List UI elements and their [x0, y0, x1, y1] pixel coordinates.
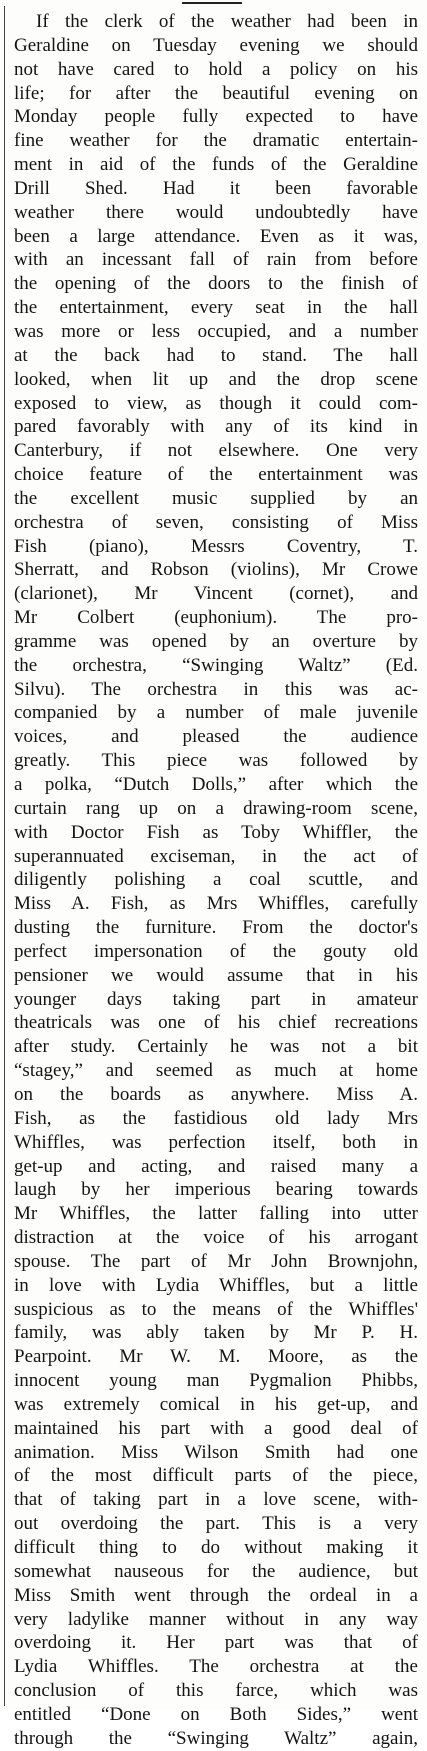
article-line: of the most difficult parts of the piece,: [14, 1465, 418, 1487]
article-text-column: [14, 10, 418, 1751]
article-line: life; for after the beautiful evening on: [14, 82, 418, 104]
article-line: curtain rang up on a drawing-room scene,: [14, 797, 418, 819]
article-line: looked, when lit up and the drop scene: [14, 368, 418, 390]
column-header-rule: [182, 2, 242, 4]
article-line: with Doctor Fish as Toby Whiffler, the: [14, 821, 418, 843]
article-line: Geraldine on Tuesday evening we should: [14, 34, 418, 56]
article-line: overdoing it. Her part was that of: [14, 1632, 418, 1654]
article-line: the excellent music supplied by an: [14, 487, 418, 509]
article-line: very ladylike manner without in any way: [14, 1608, 418, 1630]
article-line: superannuated exciseman, in the act of: [14, 845, 418, 867]
article-line: orchestra of seven, consisting of Miss: [14, 511, 418, 533]
article-line: dusting the furniture. From the doctor's: [14, 917, 418, 939]
article-line: laugh by her imperious bearing towards: [14, 1179, 418, 1201]
article-line: “stagey,” and seemed as much at home: [14, 1060, 418, 1082]
article-line: younger days taking part in amateur: [14, 988, 418, 1010]
column-divider-rule: [4, 6, 5, 1706]
article-line: with an incessant fall of rain from before: [14, 249, 418, 271]
article-line: Fish (piano), Messrs Coventry, T.: [14, 535, 418, 557]
article-line: get-up and acting, and raised many a: [14, 1155, 418, 1177]
article-line: family, was ably taken by Mr P. H.: [14, 1322, 418, 1344]
article-line: exposed to view, as though it could com-: [14, 392, 418, 414]
article-line: in love with Lydia Whiffles, but a little: [14, 1274, 418, 1296]
article-line: diligently polishing a coal scuttle, and: [14, 869, 418, 891]
article-line: maintained his part with a good deal of: [14, 1417, 418, 1439]
article-line: fine weather for the dramatic entertain-: [14, 130, 418, 152]
article-line: a polka, “Dutch Dolls,” after which the: [14, 774, 418, 795]
article-line: Sherratt, and Robson (violins), Mr Crowe: [14, 559, 418, 581]
article-line: Miss Smith went through the ordeal in a: [14, 1584, 418, 1606]
article-line: somewhat nauseous for the audience, but: [14, 1560, 418, 1582]
article-line: ment in aid of the funds of the Geraldine: [14, 154, 418, 176]
article-line: pared favorably with any of its kind in: [14, 416, 418, 438]
article-line: gramme was opened by an overture by: [14, 630, 418, 652]
article-line: Silvu). The orchestra in this was ac-: [14, 678, 418, 700]
article-line: difficult thing to do without making it: [14, 1537, 418, 1558]
article-line: Mr Colbert (euphonium). The pro-: [14, 607, 418, 629]
article-line: suspicious as to the means of the Whiffles': [14, 1298, 418, 1320]
article-line: Miss A. Fish, as Mrs Whiffles, carefully: [14, 893, 418, 915]
article-line: been a large attendance. Even as it was,: [14, 225, 418, 247]
article-line: spouse. The part of Mr John Brownjohn,: [14, 1250, 418, 1272]
article-line: at the back had to stand. The hall: [14, 344, 418, 366]
article-line: distraction at the voice of his arrogant: [14, 1227, 418, 1249]
article-line: animation. Miss Wilson Smith had one: [14, 1441, 418, 1463]
article-line: that of taking part in a love scene, with-: [14, 1489, 418, 1511]
article-line: Lydia Whiffles. The orchestra at the: [14, 1656, 418, 1678]
article-line: on the boards as anywhere. Miss A.: [14, 1083, 418, 1105]
article-line: greatly. This piece was followed by: [14, 750, 418, 772]
article-line: the orchestra, “Swinging Waltz” (Ed.: [14, 654, 418, 676]
article-line: choice feature of the entertainment was: [14, 464, 418, 486]
article-line: (clarionet), Mr Vincent (cornet), and: [14, 583, 418, 605]
article-line: Drill Shed. Had it been favorable: [14, 177, 418, 199]
article-line: entitled “Done on Both Sides,” went: [14, 1703, 418, 1725]
article-line: the entertainment, every seat in the hall: [14, 297, 418, 319]
article-line: perfect impersonation of the gouty old: [14, 940, 418, 962]
article-line: Pearpoint. Mr W. M. Moore, as the: [14, 1346, 418, 1368]
article-line: was extremely comical in his get-up, and: [14, 1393, 418, 1415]
article-line: companied by a number of male juvenile: [14, 702, 418, 724]
article-line: Fish, as the fastidious old lady Mrs: [14, 1107, 418, 1129]
article-line: was more or less occupied, and a number: [14, 320, 418, 342]
article-line: Whiffles, was perfection itself, both in: [14, 1131, 418, 1153]
article-line: not have cared to hold a policy on his: [14, 58, 418, 80]
article-line: through the “Swinging Waltz” again,: [14, 1727, 418, 1749]
article-line: the opening of the doors to the finish of: [14, 273, 418, 295]
article-line: If the clerk of the weather had been in: [36, 11, 418, 32]
article-line: Mr Whiffles, the latter falling into utter: [14, 1203, 418, 1225]
article-line: after study. Certainly he was not a bit: [14, 1036, 418, 1058]
article-line: Monday people fully expected to have: [14, 106, 418, 128]
article-line: out overdoing the part. This is a very: [14, 1513, 418, 1535]
article-line: voices, and pleased the audience: [14, 726, 418, 748]
article-line: theatricals was one of his chief recreations: [14, 1012, 418, 1034]
article-line: conclusion of this farce, which was: [14, 1680, 418, 1702]
article-line: pensioner we would assume that in his: [14, 964, 418, 986]
article-line: Canterbury, if not elsewhere. One very: [14, 440, 418, 462]
article-line: weather there would undoubtedly have: [14, 201, 418, 223]
article-line: innocent young man Pygmalion Phibbs,: [14, 1370, 418, 1392]
